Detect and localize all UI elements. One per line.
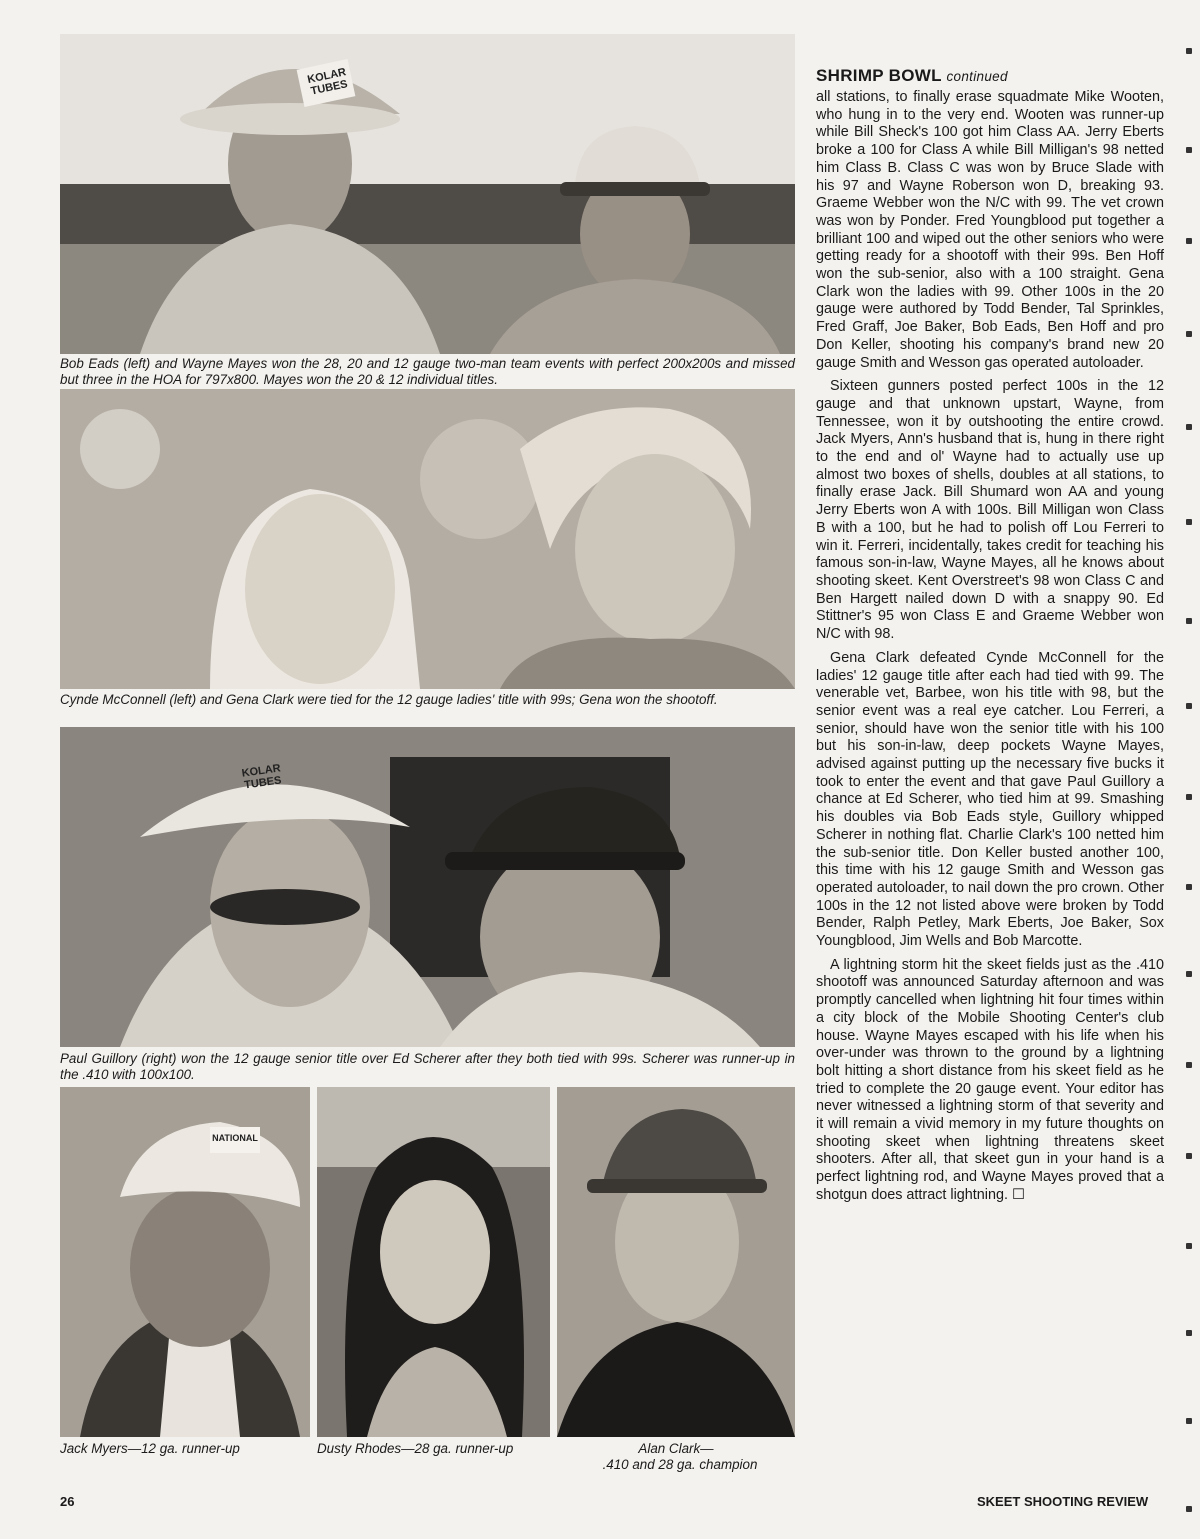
photo-mcconnell-clark <box>60 389 795 689</box>
edge-mark <box>1186 1418 1192 1424</box>
photo-jack-myers <box>60 1087 310 1437</box>
caption-alan-clark-line1: Alan Clark— <box>638 1441 714 1456</box>
photo-eads-mayes <box>60 34 795 354</box>
edge-mark <box>1186 48 1192 54</box>
edge-mark <box>1186 147 1192 153</box>
article-continued-label: continued <box>946 69 1008 84</box>
hat-logo-text: KOLAR TUBES <box>240 762 283 792</box>
caption-dusty-rhodes: Dusty Rhodes—28 ga. runner-up <box>317 1441 514 1456</box>
photo-alan-clark <box>557 1087 795 1437</box>
edge-mark <box>1186 1062 1192 1068</box>
hat-logo-text: NATIONAL <box>212 1133 258 1143</box>
caption-guillory-scherer: Paul Guillory (right) won the 12 gauge senior title over Ed Scherer after they both tied with 99s. Scherer was runner-up in the .410 with 100x100. <box>60 1051 795 1082</box>
photo-dusty-rhodes <box>317 1087 550 1437</box>
photo-guillory-scherer <box>60 727 795 1047</box>
publication-name: SKEET SHOOTING REVIEW <box>977 1494 1149 1509</box>
edge-mark <box>1186 331 1192 337</box>
edge-mark <box>1186 794 1192 800</box>
edge-mark <box>1186 1153 1192 1159</box>
article-heading <box>816 66 1008 86</box>
edge-mark <box>1186 1330 1192 1336</box>
edge-mark <box>1186 1506 1192 1512</box>
caption-eads-mayes: Bob Eads (left) and Wayne Mayes won the 28, 20 and 12 gauge two-man team events with perfect 200x200s and missed but three in the HOA for 797x800. Mayes won the 20 & 12 individual titles. <box>60 356 795 387</box>
article-paragraph: A lightning storm hit the skeet fields just as the .410 shootoff was announced Saturday afternoon and was promptly cancelled when lightning hit four times within a city block of the Mobile Shooting Center's club house. Wayne Mayes escaped with his life when his over-under was thrown to the ground by a lightning bolt hitting a short distance from his skeet field as he tried to complete the 20 gauge event. Your editor has never witnessed a lightning storm of that severity and it will remain a vivid memory in my future thoughts on shooting skeet when lightning threatens skeet shooters. After all, that skeet gun in your hand is a perfect lightning rod, and Wayne Mayes proved that a shotgun does attract lightning. ☐ <box>816 956 1164 1203</box>
hat-logo-text: KOLAR TUBES <box>306 66 349 98</box>
edge-mark <box>1186 1243 1192 1249</box>
edge-mark <box>1186 703 1192 709</box>
article-body <box>816 89 1164 1211</box>
edge-mark <box>1186 519 1192 525</box>
caption-alan-clark <box>557 1441 795 1473</box>
page-number: 26 <box>60 1494 75 1509</box>
caption-alan-clark-line2: .410 and 28 ga. champion <box>602 1457 758 1472</box>
edge-mark <box>1186 424 1192 430</box>
article-paragraph: all stations, to finally erase squadmate Mike Wooten, who hung in to the very end. Wooten was runner-up while Bill Sheck's 100 got him Class AA. Jerry Eberts broke a 100 for Class A while Bill Milligan's 98 netted him Class B. Class C was won by Bruce Slade with his 97 and Wayne Roberson won D, breaking 93. Graeme Webber won the N/C with 99. The vet crown was won by Ponder. Fred Youngblood put together a brilliant 100 and wiped out the other seniors who were getting ready for a shootoff with their 99s. Ben Hoff won the sub-senior, also with a 100 straight. Gena Clark won the ladies with 99. Other 100s in the 20 gauge were authored by Todd Bender, Tal Sprinkles, Fred Graff, Joe Baker, Bob Eads, Ben Hoff and pro Don Keller, shooting his company's brand new 20 gauge Smith and Wesson gas operated autoloader. <box>816 89 1164 371</box>
article-title: SHRIMP BOWL <box>816 66 942 85</box>
edge-mark <box>1186 618 1192 624</box>
edge-mark <box>1186 238 1192 244</box>
caption-mcconnell-clark: Cynde McConnell (left) and Gena Clark were tied for the 12 gauge ladies' title with 99s; Gena won the shootoff. <box>60 692 718 707</box>
caption-jack-myers: Jack Myers—12 ga. runner-up <box>60 1441 240 1456</box>
edge-mark <box>1186 971 1192 977</box>
article-paragraph: Gena Clark defeated Cynde McConnell for the ladies' 12 gauge title after each had tied with 99. The venerable vet, Barbee, won his title with 98, but the senior event was a real eye catcher. Lou Ferreri, a senior, should have won the senior title with his 100 but his son-in-law, deep pockets Wayne Mayes, advised against putting up the necessary five bucks it took to enter the event and that gave Paul Guillory a chance at Ed Scherer, who tied him at 99. Smashing his doubles via Bob Eads style, Guillory whipped Scherer in nothing flat. Charlie Clark's 100 netted him the sub-senior title. Don Keller busted another 100, this time with his 12 gauge Smith and Wesson gas operated autoloader, to nail down the pro crown. Other 100s in the 12 not listed above were broken by Todd Bender, Ralph Petley, Mark Eberts, Joe Baker, Sox Youngblood, Jim Wells and Bob Marcotte. <box>816 649 1164 950</box>
article-paragraph: Sixteen gunners posted perfect 100s in the 12 gauge and that unknown upstart, Wayne, from Tennessee, won it by outshooting the entire crowd. Jack Myers, Ann's husband that is, hung in there right to the end and ol' Wayne had to actually use up almost two boxes of shells, doubles at all stations, to finally erase Jack. Bill Shumard won AA and young Jerry Eberts won A with 100s. Bill Milligan won Class B with a 100, but he had to polish off Lou Ferreri to win it. Ferreri, incidentally, takes credit for teaching his famous son-in-law, Wayne Mayes, all he knows about shooting skeet. Kent Overstreet's 98 won Class C and Ben Hargett nailed down D with a snappy 90. Ed Stittner's 95 won Class E and Graeme Webber won N/C with 98. <box>816 378 1164 643</box>
edge-mark <box>1186 884 1192 890</box>
